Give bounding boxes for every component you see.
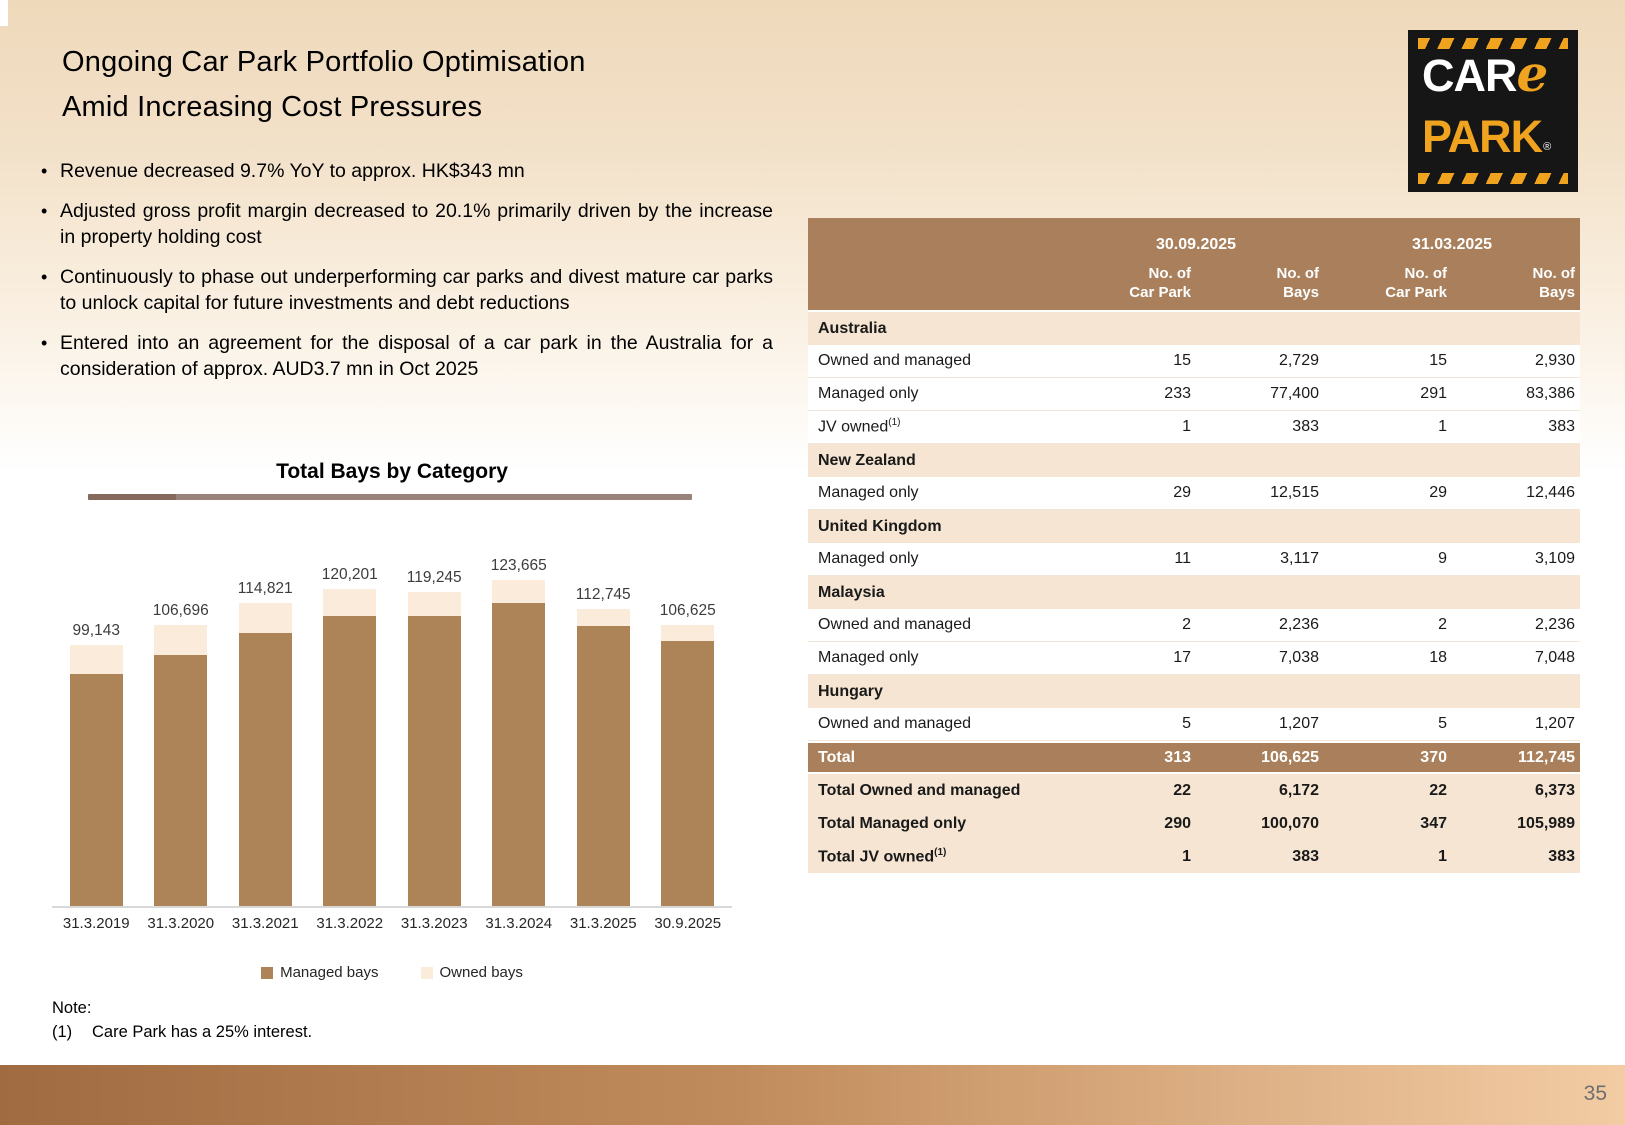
portfolio-table bbox=[808, 218, 1580, 873]
row-label: Managed only bbox=[818, 385, 919, 402]
bar-stack bbox=[154, 625, 207, 906]
row-label: Malaysia bbox=[818, 583, 885, 601]
row-value: 112,745 bbox=[1518, 748, 1575, 766]
row-value: 3,117 bbox=[1280, 550, 1319, 567]
legend-swatch-icon bbox=[421, 967, 433, 979]
row-label: Hungary bbox=[818, 682, 883, 700]
page-title bbox=[62, 40, 586, 130]
bar-total-label: 114,821 bbox=[237, 580, 293, 598]
row-value: 77,400 bbox=[1270, 385, 1319, 402]
chart-x-axis bbox=[52, 915, 732, 932]
chart-legend bbox=[52, 964, 732, 981]
footnote-text: Care Park has a 25% interest. bbox=[92, 1023, 313, 1041]
bar-stack bbox=[492, 580, 545, 906]
x-axis-label: 31.3.2023 bbox=[400, 915, 468, 932]
logo-park-text: PARK bbox=[1422, 111, 1543, 162]
bullet-item: • Continuously to phase out underperforming car parks and divest mature car parks to unlock capital for future investments and debt reductions bbox=[38, 264, 773, 316]
x-axis-label: 31.3.2020 bbox=[147, 915, 215, 932]
row-value: 5 bbox=[1438, 715, 1447, 732]
bar-stack bbox=[70, 645, 123, 906]
owned-bays-segment bbox=[492, 580, 545, 603]
row-label: Owned and managed bbox=[818, 616, 971, 633]
table-header-blank bbox=[808, 254, 1068, 256]
hazard-stripe-bottom-icon bbox=[1418, 173, 1568, 184]
managed-bays-segment bbox=[154, 655, 207, 906]
table-row bbox=[808, 708, 1580, 741]
table-row bbox=[808, 774, 1580, 807]
table-section-row bbox=[808, 576, 1580, 609]
row-value: 1 bbox=[1182, 418, 1191, 435]
bar-stack bbox=[408, 592, 461, 906]
row-value: 1 bbox=[1438, 418, 1447, 435]
row-value: 6,172 bbox=[1278, 781, 1319, 799]
x-axis-label: 31.3.2022 bbox=[316, 915, 384, 932]
row-value: 2 bbox=[1182, 616, 1191, 633]
x-axis-label: 31.3.2021 bbox=[231, 915, 299, 932]
row-value: 2,236 bbox=[1534, 616, 1575, 633]
row-value: 29 bbox=[1429, 484, 1447, 501]
row-value: 1,207 bbox=[1278, 715, 1319, 732]
row-label: Managed only bbox=[818, 649, 919, 666]
table-row bbox=[808, 642, 1580, 675]
row-value: 11 bbox=[1174, 550, 1191, 567]
managed-bays-segment bbox=[577, 626, 630, 906]
row-value: 29 bbox=[1173, 484, 1191, 501]
table-row bbox=[808, 411, 1580, 444]
total-bays-chart bbox=[52, 458, 732, 981]
row-value: 313 bbox=[1164, 748, 1191, 766]
bar-total-label: 112,745 bbox=[575, 585, 631, 603]
table-row bbox=[808, 840, 1580, 873]
table-row bbox=[808, 378, 1580, 411]
row-value: 22 bbox=[1173, 781, 1191, 799]
legend-item bbox=[421, 964, 523, 981]
table-period-2: 31.03.2025 bbox=[1411, 236, 1493, 253]
logo-text bbox=[1418, 44, 1568, 173]
row-value: 2,236 bbox=[1278, 616, 1319, 633]
bar-stack bbox=[661, 625, 714, 906]
owned-bays-segment bbox=[661, 625, 714, 641]
table-body bbox=[808, 312, 1580, 873]
table-row bbox=[808, 807, 1580, 840]
row-value: 18 bbox=[1429, 649, 1447, 666]
row-value: 1,207 bbox=[1534, 715, 1575, 732]
table-column-header-row bbox=[808, 256, 1580, 310]
bar-column bbox=[477, 557, 562, 906]
owned-bays-segment bbox=[70, 645, 123, 674]
bar-total-label: 123,665 bbox=[490, 557, 547, 575]
row-value: 233 bbox=[1164, 385, 1191, 402]
logo-e-text: e bbox=[1516, 44, 1549, 103]
row-value: 15 bbox=[1429, 352, 1447, 369]
row-value: 2,930 bbox=[1534, 352, 1575, 369]
footer-bar bbox=[0, 1065, 1625, 1125]
care-park-logo bbox=[1408, 30, 1578, 192]
owned-bays-segment bbox=[239, 603, 292, 633]
table-period-1: 30.09.2025 bbox=[1155, 236, 1237, 253]
row-value: 15 bbox=[1173, 352, 1191, 369]
table-section-row bbox=[808, 675, 1580, 708]
legend-swatch-icon bbox=[261, 967, 273, 979]
bar-column bbox=[223, 580, 308, 906]
row-label: Owned and managed bbox=[818, 715, 971, 732]
legend-item bbox=[261, 964, 378, 981]
bar-stack bbox=[323, 589, 376, 906]
chart-title-underline bbox=[88, 494, 692, 500]
row-value: 1 bbox=[1438, 847, 1447, 865]
row-value: 383 bbox=[1292, 847, 1319, 865]
table-section-row bbox=[808, 444, 1580, 477]
footnote bbox=[52, 996, 312, 1044]
row-value: 290 bbox=[1164, 814, 1191, 832]
row-value: 106,625 bbox=[1261, 748, 1319, 766]
bar-stack bbox=[577, 609, 630, 906]
managed-bays-segment bbox=[239, 633, 292, 906]
table-section-row bbox=[808, 312, 1580, 345]
table-col-header: No. of Car Park bbox=[1129, 265, 1191, 301]
row-value: 105,989 bbox=[1517, 814, 1575, 832]
row-value: 17 bbox=[1173, 649, 1191, 666]
row-label: JV owned$^{(1)}$ bbox=[818, 417, 901, 436]
bar-column bbox=[54, 622, 139, 906]
x-axis-label: 31.3.2019 bbox=[62, 915, 130, 932]
row-value: 83,386 bbox=[1526, 385, 1575, 402]
row-label: United Kingdom bbox=[818, 517, 942, 535]
row-value: 7,038 bbox=[1278, 649, 1319, 666]
row-value: 22 bbox=[1429, 781, 1447, 799]
page-number: 35 bbox=[1583, 1082, 1607, 1105]
table-total-row bbox=[808, 741, 1580, 774]
x-axis-label: 31.3.2024 bbox=[485, 915, 553, 932]
bar-total-label: 119,245 bbox=[406, 568, 462, 586]
x-axis-label: 30.9.2025 bbox=[654, 915, 722, 932]
bar-stack bbox=[239, 603, 292, 906]
logo-car-text: CAR bbox=[1422, 50, 1517, 101]
table-row bbox=[808, 609, 1580, 642]
owned-bays-segment bbox=[154, 625, 207, 655]
owned-bays-segment bbox=[323, 589, 376, 616]
title-line-1: Ongoing Car Park Portfolio Optimisation bbox=[62, 46, 586, 78]
owned-bays-segment bbox=[408, 592, 461, 616]
bullet-item: • Revenue decreased 9.7% YoY to approx. HK$343 mn bbox=[38, 158, 773, 184]
bar-column bbox=[308, 566, 393, 906]
bar-total-label: 106,625 bbox=[659, 601, 716, 619]
legend-label: Owned bays bbox=[439, 964, 523, 981]
bar-column bbox=[139, 602, 224, 906]
table-col-header: No. of Bays bbox=[1532, 265, 1575, 301]
bullet-item: • Entered into an agreement for the disposal of a car park in the Australia for a consideration of approx. AUD3.7 mn in Oct 2025 bbox=[38, 330, 773, 382]
footnote-heading: Note: bbox=[52, 999, 92, 1017]
row-value: 5 bbox=[1182, 715, 1191, 732]
row-value: 383 bbox=[1292, 418, 1319, 435]
registered-mark-icon: ® bbox=[1543, 141, 1552, 153]
owned-bays-segment bbox=[577, 609, 630, 626]
table-row bbox=[808, 477, 1580, 510]
row-value: 291 bbox=[1420, 385, 1447, 402]
bar-column bbox=[561, 586, 646, 906]
table-col-header: No. of Car Park bbox=[1385, 265, 1447, 301]
footnote-number: (1) bbox=[52, 1023, 73, 1041]
row-value: 383 bbox=[1548, 418, 1575, 435]
table-period-header-row bbox=[808, 218, 1580, 256]
x-axis-label: 31.3.2025 bbox=[569, 915, 637, 932]
chart-plot-area bbox=[52, 556, 732, 908]
table-row bbox=[808, 345, 1580, 378]
bar-total-label: 120,201 bbox=[321, 566, 378, 584]
row-label: Managed only bbox=[818, 550, 919, 567]
row-value: 9 bbox=[1438, 550, 1447, 567]
row-label: Australia bbox=[818, 319, 887, 337]
table-row bbox=[808, 543, 1580, 576]
row-label: Total bbox=[818, 748, 856, 766]
bullet-item: • Adjusted gross profit margin decreased to 20.1% primarily driven by the increase in property holding cost bbox=[38, 198, 773, 250]
chart-title: Total Bays by Category bbox=[276, 460, 508, 483]
table-section-row bbox=[808, 510, 1580, 543]
managed-bays-segment bbox=[408, 616, 461, 906]
managed-bays-segment bbox=[661, 641, 714, 906]
row-value: 2,729 bbox=[1278, 352, 1319, 369]
row-value: 12,446 bbox=[1526, 484, 1575, 501]
row-value: 12,515 bbox=[1270, 484, 1319, 501]
row-label: Owned and managed bbox=[818, 352, 971, 369]
bar-column bbox=[646, 602, 731, 906]
managed-bays-segment bbox=[70, 674, 123, 906]
row-value: 100,070 bbox=[1261, 814, 1319, 832]
row-value: 7,048 bbox=[1534, 649, 1575, 666]
bullet-list bbox=[38, 158, 773, 396]
logo-line-1 bbox=[1422, 44, 1566, 112]
title-line-2: Amid Increasing Cost Pressures bbox=[62, 91, 483, 123]
row-value: 347 bbox=[1420, 814, 1447, 832]
bar-total-label: 99,143 bbox=[72, 621, 120, 639]
row-label: Total JV owned$^{(1)}$ bbox=[818, 846, 947, 866]
row-value: 1 bbox=[1182, 847, 1191, 865]
managed-bays-segment bbox=[492, 603, 545, 906]
row-label: Total Managed only bbox=[818, 814, 967, 832]
row-label: Managed only bbox=[818, 484, 919, 501]
row-label: New Zealand bbox=[818, 451, 916, 469]
table-header bbox=[808, 218, 1580, 312]
row-value: 370 bbox=[1420, 748, 1447, 766]
row-value: 3,109 bbox=[1534, 550, 1575, 567]
bar-total-label: 106,696 bbox=[152, 601, 209, 619]
row-label: Total Owned and managed bbox=[818, 781, 1021, 799]
row-value: 6,373 bbox=[1534, 781, 1575, 799]
row-value: 383 bbox=[1548, 847, 1575, 865]
table-col-header: No. of Bays bbox=[1276, 265, 1319, 301]
legend-label: Managed bays bbox=[280, 964, 379, 981]
managed-bays-segment bbox=[323, 616, 376, 906]
footnote-item bbox=[52, 1020, 312, 1044]
logo-line-2 bbox=[1422, 112, 1566, 173]
row-value: 2 bbox=[1438, 616, 1447, 633]
corner-notch bbox=[0, 0, 8, 26]
bar-column bbox=[392, 569, 477, 906]
